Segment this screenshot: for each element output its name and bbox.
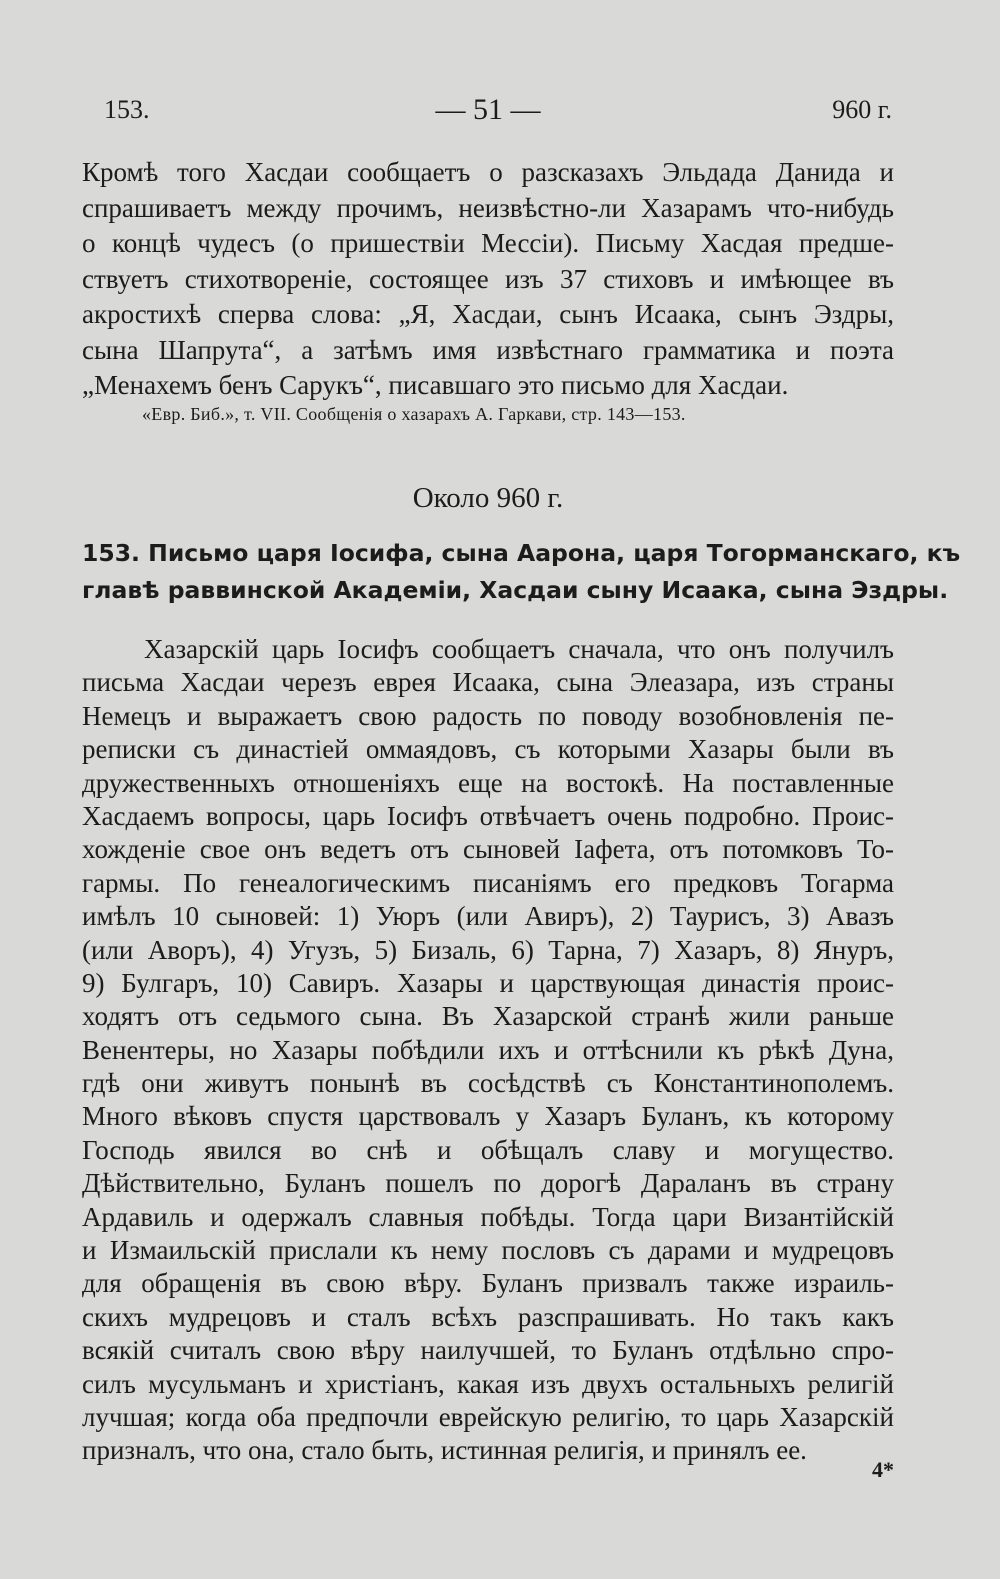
text-line: акростихѣ сперва слова: „Я, Хасдаи, сынъ Исаака, сынъ Эздры, <box>82 299 894 329</box>
entry-heading <box>82 535 961 609</box>
section-date-heading: Около 960 г. <box>412 482 564 514</box>
text-line: реписки съ династіей оммаядовъ, съ которыми Хазары были въ <box>82 734 894 765</box>
text-line: хожденіе свое онъ ведетъ отъ сыновей Іафета, отъ потомковъ То- <box>82 834 894 865</box>
text-line: силъ мусульманъ и христіанъ, какая изъ двухъ остальныхъ религій <box>82 1368 894 1399</box>
page-number: — 51 — <box>435 93 541 126</box>
text-line: лучшая; когда оба предпочли еврейскую религію, то царь Хазарскій <box>82 1401 894 1432</box>
text-line: Хасдаемъ вопросы, царь Іосифъ отвѣчаетъ очень подробно. Проис- <box>82 800 894 831</box>
header-entry-number: 153. <box>104 95 150 124</box>
text-line: дружественныхъ отношеніяхъ еще на востокѣ. На поставленные <box>82 767 894 798</box>
text-line: о концѣ чудесъ (о пришествіи Мессіи). Письму Хасдая предше- <box>82 228 894 258</box>
text-line: имѣлъ 10 сыновей: 1) Уюръ (или Авиръ), 2) Таурисъ, 3) Авазъ <box>82 901 894 932</box>
paragraph-main <box>82 633 894 1468</box>
text-line: гармы. По генеалогическимъ писаніямъ его предковъ Тогарма <box>82 867 894 898</box>
text-line: письма Хасдаи черезъ еврея Исаака, сына Элеазара, изъ страны <box>82 667 894 698</box>
text-line: Венентеры, но Хазары побѣдили ихъ и оттѣснили къ рѣкѣ Дуна, <box>82 1034 894 1065</box>
text-line: для обращенія въ свою вѣру. Буланъ призвалъ также израиль- <box>82 1268 894 1299</box>
text-line: Ардавиль и одержалъ славныя побѣды. Тогда цари Византійскій <box>82 1201 894 1232</box>
text-line: Кромѣ того Хасдаи сообщаетъ о разсказахъ Эльдада Данида и <box>82 157 894 187</box>
header-year: 960 г. <box>832 95 892 124</box>
source-citation: «Евр. Биб.», т. VII. Сообщенія о хазарахъ А. Гаркави, стр. 143—153. <box>142 404 686 424</box>
text-line: всякій считалъ свою вѣру наилучшей, то Буланъ отдѣльно спро- <box>82 1335 894 1366</box>
text-line: спрашиваетъ между прочимъ, неизвѣстно-ли Хазарамъ что-нибудь <box>82 192 894 223</box>
text-line: Много вѣковъ спустя царствовалъ у Хазаръ Буланъ, къ которому <box>82 1101 894 1132</box>
signature-mark: 4* <box>872 1457 894 1482</box>
text-line: скихъ мудрецовъ и сталъ всѣхъ разспрашивать. Но такъ какъ <box>82 1301 894 1332</box>
text-line: Хазарскій царь Іосифъ сообщаетъ сначала, что онъ получилъ <box>144 634 894 664</box>
text-line: Господь явился во снѣ и обѣщалъ славу и могущество. <box>82 1134 894 1165</box>
text-line: ствуетъ стихотвореніе, состоящее изъ 37 стиховъ и имѣющее въ <box>82 263 894 294</box>
text-line: и Измаильскій прислали къ нему пословъ съ дарами и мудрецовъ <box>82 1235 894 1266</box>
heading-line: главѣ раввинской Академіи, Хасдаи сыну Исаака, сына Эздры. <box>82 576 949 604</box>
text-line: ходятъ отъ седьмого сына. Въ Хазарской странѣ жили раньше <box>82 1001 894 1032</box>
text-line: Дѣйствительно, Буланъ пошелъ по дорогѣ Дараланъ въ страну <box>82 1168 894 1199</box>
text-line: призналъ, что она, стало быть, истинная религія, и принялъ ее. <box>82 1435 807 1466</box>
paragraph-continuation <box>82 155 894 404</box>
text-line: (или Аворъ), 4) Угузъ, 5) Бизаль, 6) Тарна, 7) Хазаръ, 8) Януръ, <box>82 934 894 965</box>
heading-line: 153. Письмо царя Іосифа, сына Аарона, царя Тогорманскаго, къ <box>82 539 961 567</box>
text-line: сына Шапрута“, а затѣмъ имя извѣстнаго грамматика и поэта <box>82 334 894 365</box>
text-line: 9) Булгаръ, 10) Савиръ. Хазары и царствующая династія проис- <box>82 967 894 998</box>
text-line: гдѣ они живутъ понынѣ въ сосѣдствѣ съ Константинополемъ. <box>82 1068 894 1099</box>
text-line: Немецъ и выражаетъ свою радость по поводу возобновленія пе- <box>82 700 894 731</box>
text-line: „Менахемъ бенъ Сарукъ“, писавшаго это письмо для Хасдаи. <box>82 370 789 400</box>
running-header <box>82 90 894 130</box>
